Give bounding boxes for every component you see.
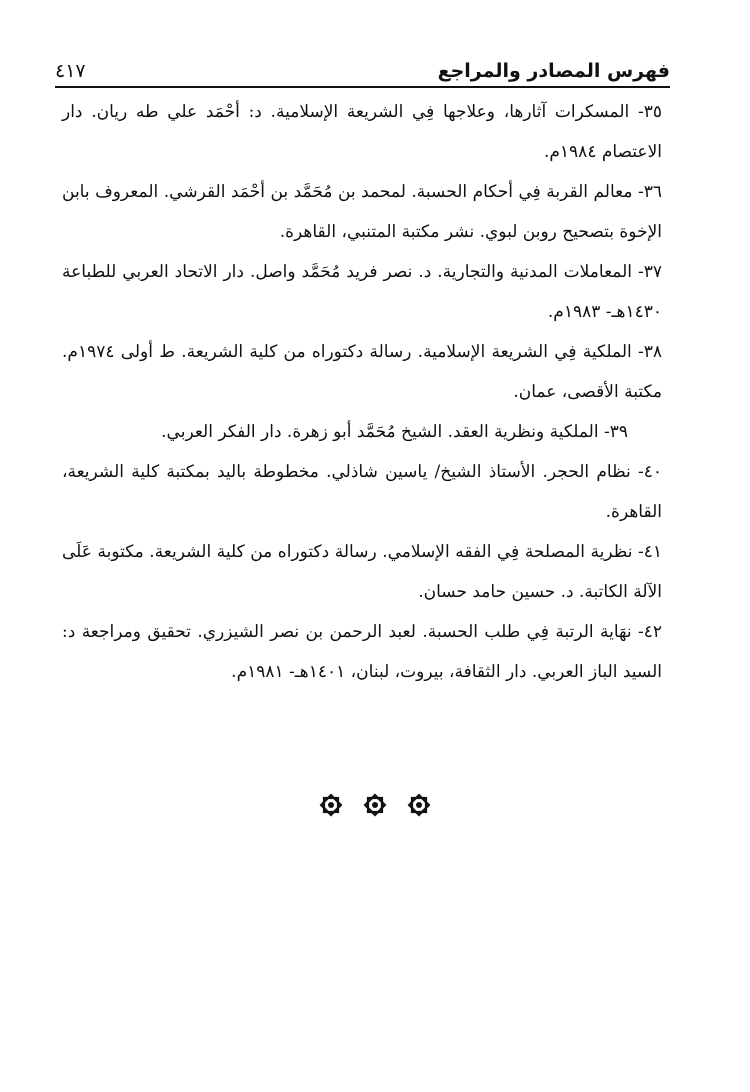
page-number: ٤١٧ [55, 60, 86, 82]
page-header [55, 54, 670, 82]
reference-entry: ٣٩- الملكية ونظرية العقد. الشيخ مُحَمَّد أبو زهرة. دار الفكر العربي. [161, 422, 628, 442]
flower-ornament-icon [319, 793, 343, 817]
references-list [62, 92, 662, 692]
running-title: فهرس المصادر والمراجع [437, 60, 670, 82]
reference-entry: ٣٦- معالم القربة فِي أحكام الحسبة. لمحمد بن مُحَمَّد بن أحْمَد القرشي. المعروف بابن الإخوة بتصحيح روبن لبوي. نشر مكتبة المتنبي، القاهرة. [62, 182, 662, 242]
reference-entry: ٣٧- المعاملات المدنية والتجارية. د. نصر فريد مُحَمَّد واصل. دار الاتحاد العربي للطباعة ١٤٣٠هـ- ١٩٨٣م. [62, 262, 662, 322]
reference-entry: ٣٥- المسكرات آثارها، وعلاجها فِي الشريعة الإسلامية. د: أحْمَد علي طه ريان. دار الاعتصام ١٩٨٤م. [62, 102, 662, 162]
flower-ornament-icon [407, 793, 431, 817]
flower-ornament-icon [363, 793, 387, 817]
reference-entry: ٤٠- نظام الحجر. الأستاذ الشيخ/ ياسين شاذلي. مخطوطة باليد بمكتبة كلية الشريعة، القاهرة. [62, 462, 662, 522]
reference-entry: ٤١- نظرية المصلحة فِي الفقه الإسلامي. رسالة دكتوراه من كلية الشريعة. مكتوبة عَلَى الآلة الكاتبة. د. حسين حامد حسان. [62, 542, 662, 602]
header-rule [55, 86, 670, 88]
end-ornaments [0, 793, 750, 817]
reference-entry: ٤٢- نهَاية الرتبة فِي طلب الحسبة. لعبد الرحمن بن نصر الشيزري. تحقيق ومراجعة د: السيد الباز العربي. دار الثقافة، بيروت، لبنان، ١٤٠١هـ- ١٩٨١م. [62, 622, 662, 682]
reference-entry: ٣٨- الملكية فِي الشريعة الإسلامية. رسالة دكتوراه من كلية الشريعة. ط أولى ١٩٧٤م. مكتبة الأقصى، عمان. [62, 342, 662, 402]
